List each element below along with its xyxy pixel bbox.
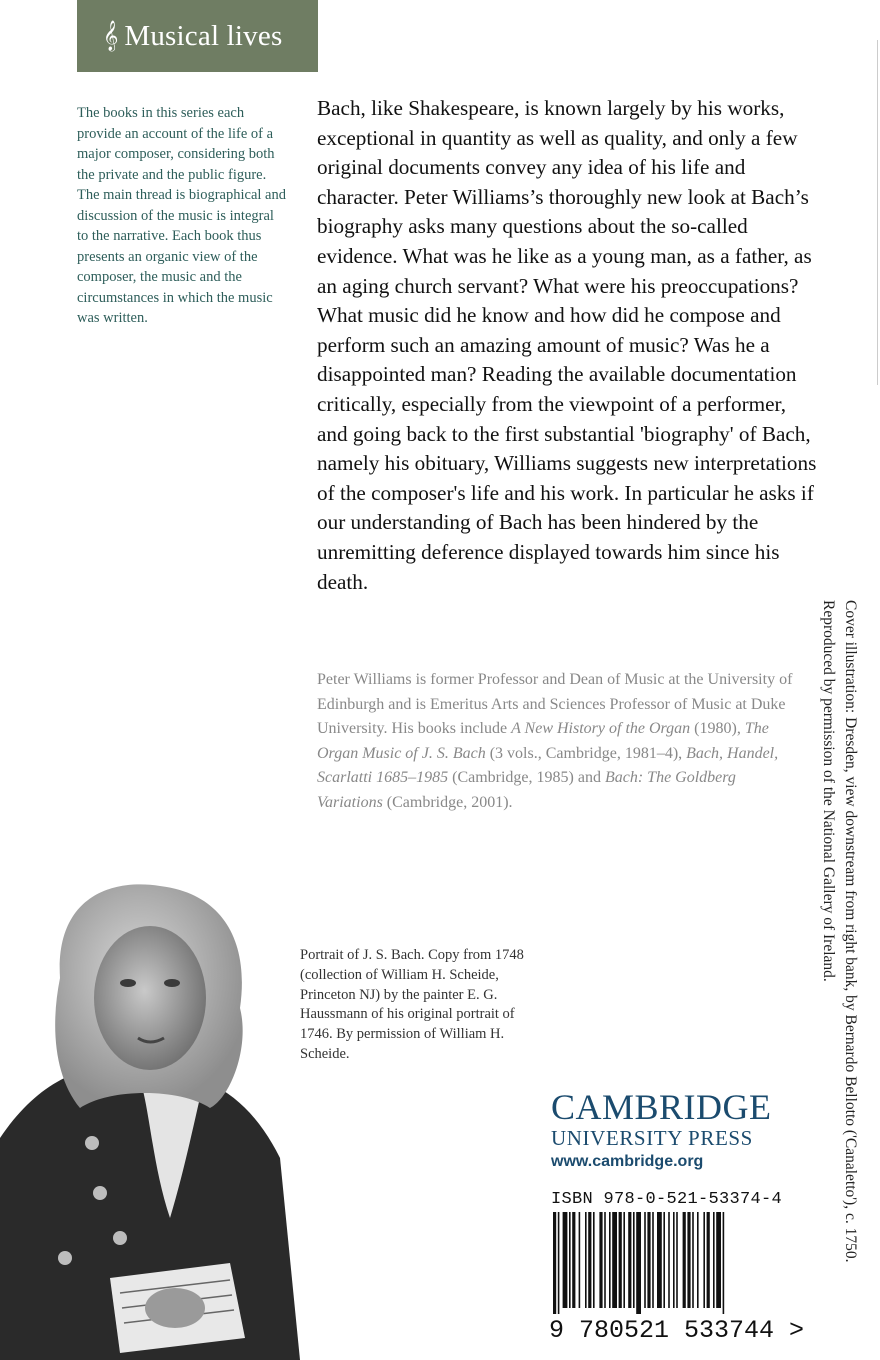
book-title-2: The Organ Music of J. S. Bach bbox=[317, 720, 769, 762]
page-edge-line bbox=[877, 40, 878, 385]
barcode-bar bbox=[623, 1212, 625, 1308]
barcode bbox=[553, 1212, 783, 1314]
barcode-bar bbox=[647, 1212, 650, 1308]
treble-clef-icon: 𝄞 bbox=[103, 21, 119, 51]
series-banner bbox=[77, 0, 318, 72]
barcode-bar bbox=[609, 1212, 611, 1308]
barcode-bar bbox=[558, 1212, 560, 1314]
publisher-url[interactable]: www.cambridge.org bbox=[551, 1153, 704, 1170]
barcode-bar bbox=[633, 1212, 635, 1308]
barcode-bar bbox=[663, 1212, 665, 1308]
barcode-bar bbox=[636, 1212, 641, 1314]
publisher-logo bbox=[551, 1088, 801, 1174]
barcode-bar bbox=[703, 1212, 705, 1308]
book-description: Bach, like Shakespeare, is known largely by his works, exceptional in quantity as well as quality, and only a few original documents convey any idea of his life and character. Peter Williams’s thoroughly new look at Bach’s biography asks many questions about the so-called evidence. What was he like as a young man, as a father, as an aging church servant? What were his preoccupations? What music did he know and how did he compose and perform such an amazing amount of music? Was he a disappointed man? Reading the available documentation critically, especially from the viewpoint of a performer, and going back to the first substantial 'biography' of Bach, namely his obituary, Williams suggests new interpretations of the composer's life and his work. In particular he asks if our understanding of Bach has been hindered by the unremitting deference displayed towards him since his death. bbox=[317, 96, 817, 594]
barcode-bar bbox=[697, 1212, 699, 1308]
barcode-bar bbox=[687, 1212, 690, 1308]
book-title-3: Bach, Handel, Scarlatti 1685–1985 bbox=[317, 744, 779, 786]
barcode-bar bbox=[707, 1212, 710, 1308]
publisher-name: CAMBRIDGE bbox=[551, 1087, 772, 1127]
barcode-bar bbox=[569, 1212, 571, 1308]
barcode-bar bbox=[604, 1212, 606, 1308]
barcode-bar bbox=[599, 1212, 602, 1308]
barcode-bar bbox=[723, 1212, 725, 1314]
bach-portrait bbox=[0, 838, 300, 1360]
barcode-bar bbox=[585, 1212, 587, 1308]
barcode-bar bbox=[563, 1212, 568, 1308]
barcode-bar bbox=[628, 1212, 631, 1308]
barcode-bar bbox=[657, 1212, 662, 1308]
barcode-bar bbox=[588, 1212, 591, 1308]
barcode-bar bbox=[716, 1212, 721, 1308]
series-description: The books in this series each provide an account of the life of a major composer, considering both the private and the public figure. The main thread is biographical and discussion of the music is integral to the narrative. Each book thus presents an organic view of the composer, the music and the circumstances in which the music was written. bbox=[77, 105, 286, 326]
book-title-1: A New History of the Organ bbox=[511, 720, 691, 737]
barcode-bar bbox=[692, 1212, 694, 1308]
barcode-digits: 9 780521 533744 > bbox=[549, 1316, 805, 1345]
barcode-bar bbox=[668, 1212, 670, 1308]
barcode-bar bbox=[572, 1212, 575, 1308]
barcode-bar bbox=[673, 1212, 675, 1308]
barcode-bar bbox=[579, 1212, 581, 1308]
barcode-bar bbox=[683, 1212, 686, 1308]
barcode-bar bbox=[553, 1212, 556, 1314]
barcode-bar bbox=[713, 1212, 715, 1308]
barcode-bar bbox=[619, 1212, 622, 1308]
author-bio: Peter Williams is former Professor and Dean of Music at the University of Edinburgh and is Emeritus Arts and Sciences Professor of Music at Duke University. His books include A New History of the Organ (1980), The Organ Music of J. S. Bach (3 vols., Cambridge, 1981–4), Bach, Handel, Scarlatti 1685–1985 (Cambridge, 1985) and Bach: The Goldberg Variations (Cambridge, 2001). bbox=[317, 671, 793, 811]
barcode-bar bbox=[676, 1212, 678, 1308]
barcode-bar bbox=[644, 1212, 646, 1308]
book-title-4: Bach: The Goldberg Variations bbox=[317, 769, 736, 811]
series-title: Musical lives bbox=[124, 19, 283, 52]
barcode-bar bbox=[612, 1212, 617, 1308]
barcode-bar bbox=[593, 1212, 595, 1308]
barcode-bar bbox=[652, 1212, 654, 1308]
publisher-subname: UNIVERSITY PRESS bbox=[551, 1126, 753, 1150]
cover-illustration-credit: Cover illustration: Dresden, view downstream from right bank, by Bernardo Bellotto ('Canaletto'), c. 1750. Reproduced by permission of the National Gallery of Ireland. bbox=[820, 600, 859, 1263]
isbn: ISBN 978-0-521-53374-4 bbox=[551, 1190, 783, 1209]
portrait-caption: Portrait of J. S. Bach. Copy from 1748 (collection of William H. Scheide, Princeton NJ) by the painter E. G. Haussmann of his original portrait of 1746. By permission of William H. Scheide. bbox=[300, 947, 524, 1062]
